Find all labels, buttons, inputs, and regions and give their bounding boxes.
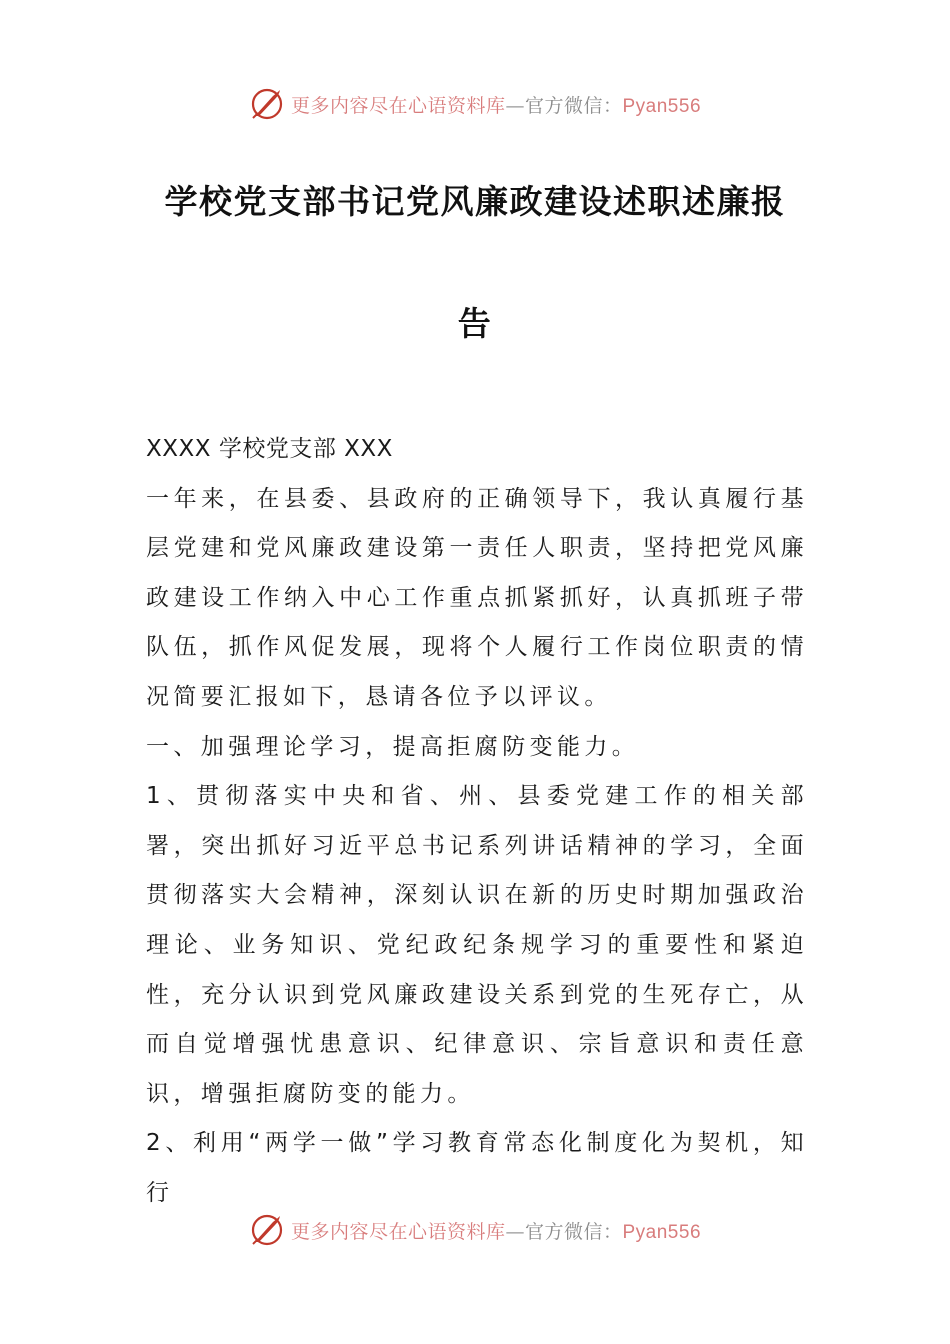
paragraph-intro: 一年来，在县委、县政府的正确领导下，我认真履行基层党建和党风廉政建设第一责任人职责，坚持把党风廉政建设工作纳入中心工作重点抓紧抓好，认真抓班子带队伍，抓作风促发展，现将个人履行工作岗位职责的情况简要汇报如下，恳请各位予以评议。 xyxy=(146,485,808,710)
paragraph-item-1: 1、贯彻落实中央和省、州、县委党建工作的相关部署，突出抓好习近平总书记系列讲话精神的学习，全面贯彻落实大会精神，深刻认识在新的历史时期加强政治理论、业务知识、党纪政纪条规学习的重要性和紧迫性，充分认识到党风廉政建设关系到党的生死存亡，从而自觉增强忧患意识、纪律意识、宗旨意识和责任意识，增强拒腐防变的能力。 xyxy=(146,783,808,1107)
watermark-footer xyxy=(0,1208,950,1252)
watermark-header xyxy=(0,82,950,126)
quill-pen-logo-icon xyxy=(249,86,285,122)
section-heading-1: 一、加强理论学习，提高拒腐防变能力。 xyxy=(146,733,640,760)
watermark-text xyxy=(291,91,701,118)
watermark-brand: 更多内容尽在心语资料库 xyxy=(290,1220,506,1243)
document-title-line-1: 学校党支部书记党风廉政建设述职述廉报 xyxy=(164,182,786,221)
watermark-wechat-id: Pyan556 xyxy=(622,1221,702,1243)
document-author: XXXX 学校党支部 XXX xyxy=(146,436,393,462)
watermark-official-label: 官方微信： xyxy=(524,94,623,117)
document-title-line-2: 告 xyxy=(457,304,493,343)
document-body xyxy=(146,425,808,1219)
watermark-wechat-id: Pyan556 xyxy=(622,95,702,117)
watermark-separator: — xyxy=(505,1220,525,1243)
watermark-text xyxy=(291,1217,701,1244)
quill-pen-logo-icon xyxy=(249,1212,285,1248)
watermark-official-label: 官方微信： xyxy=(524,1220,623,1243)
watermark-separator: — xyxy=(505,94,525,117)
watermark-brand: 更多内容尽在心语资料库 xyxy=(290,94,506,117)
paragraph-item-2: 2、利用“两学一做”学习教育常态化制度化为契机，知行 xyxy=(146,1130,808,1206)
